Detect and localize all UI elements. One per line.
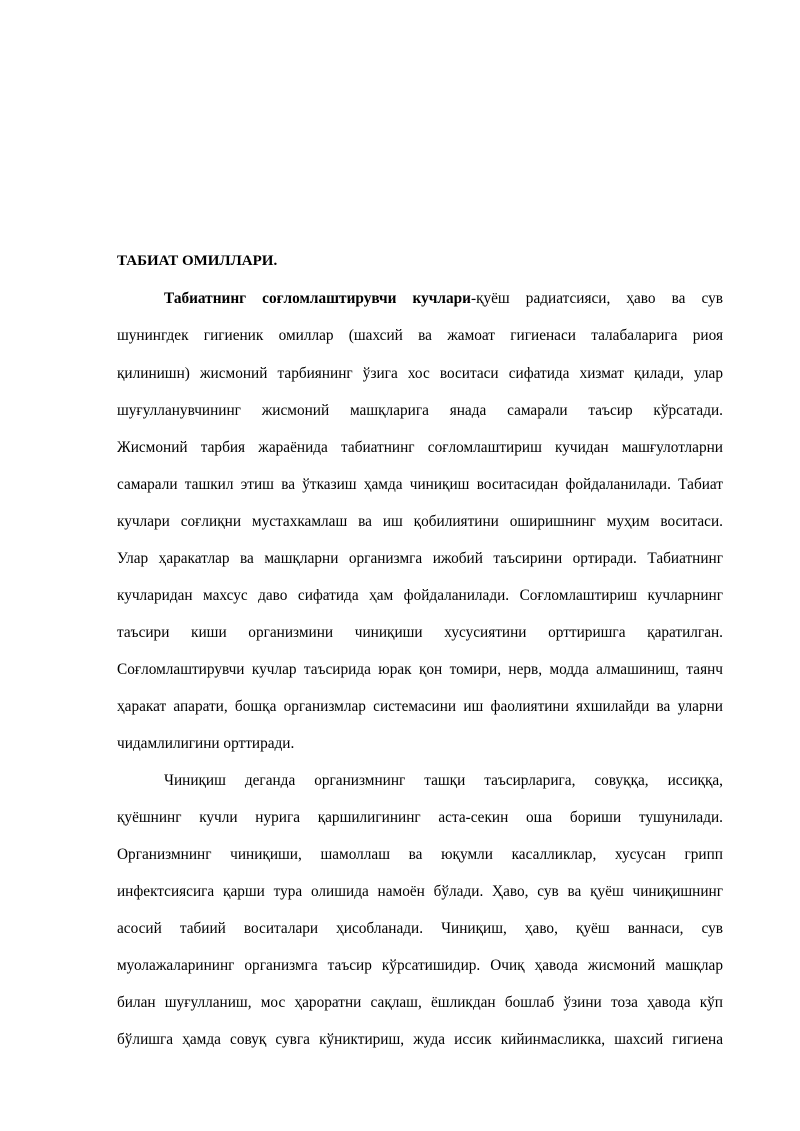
paragraph-2-line-4: инфектсиясига қарши тура олишида намоён бўлади. Ҳаво, сув ва қуёш чиниқишнинг (117, 883, 723, 900)
paragraph-2-line-2: қуёшнинг кучли нурига қаршилигининг аста-секин оша бориши тушунилади. (117, 809, 723, 826)
paragraph-text: -қуёш радиатсияси, ҳаво ва сув (470, 290, 723, 307)
paragraph-1-line-1 (164, 289, 723, 308)
paragraph-2-line-1: Чиниқиш деганда организмнинг ташқи таъсирларига, совуққа, иссиққа, (164, 772, 723, 789)
paragraph-1-line-11: Соғломлаштирувчи кучлар таъсирида юрак қон томири, нерв, модда алмашиниш, таянч (117, 661, 723, 678)
paragraph-1-line-6: самарали ташкил этиш ва ўтказиш ҳамда чиниқиш воситасидан фойдаланилади. Табиат (117, 476, 723, 493)
paragraph-1-line-5: Жисмоний тарбия жараёнида табиатнинг соғломлаштириш кучидан машғулотларни (117, 439, 723, 456)
paragraph-1-line-9: кучларидан махсус даво сифатида ҳам фойдаланилади. Соғломлаштириш кучларнинг (117, 587, 723, 604)
paragraph-1-line-3: қилинишн) жисмоний тарбиянинг ўзига хос воситаси сифатида хизмат қилади, улар (117, 365, 723, 382)
paragraph-2-line-5: асосий табиий воситалари ҳисобланади. Чиниқиш, ҳаво, қуёш ваннаси, сув (117, 920, 723, 937)
page-title: ТАБИАТ ОМИЛЛАРИ. (117, 253, 278, 269)
paragraph-1-line-13: чидамлилигини орттиради. (117, 735, 295, 752)
paragraph-1-line-2: шунингдек гигиеник омиллар (шахсий ва жамоат гигиенаси талабаларига риоя (117, 327, 723, 344)
paragraph-2-line-3: Организмнинг чиниқиши, шамоллаш ва юқумли касалликлар, хусусан грипп (117, 846, 723, 863)
paragraph-2-line-8: бўлишга ҳамда совуқ сувга кўниктириш, жуда иссик кийинмасликка, шахсий гигиена (117, 1031, 723, 1048)
paragraph-1-line-7: кучлари соғлиқни мустахкамлаш ва иш қобилиятини оширишнинг муҳим воситаси. (117, 513, 723, 530)
paragraph-2-line-6: муолажаларининг организмга таъсир кўрсатишидир. Очиқ ҳавода жисмоний машқлар (117, 957, 723, 974)
paragraph-2-line-7: билан шуғулланиш, мос ҳароратни сақлаш, ёшликдан бошлаб ўзини тоза ҳавода кўп (117, 994, 723, 1011)
bold-lead-text: Табиатнинг соғломлаштирувчи кучлари (164, 290, 471, 307)
paragraph-1-line-8: Улар ҳаракатлар ва машқларни организмга ижобий таъсирини ортиради. Табиатнинг (117, 550, 723, 567)
paragraph-1-line-4: шуғулланувчининг жисмоний машқларига янада самарали таъсир кўрсатади. (117, 402, 723, 419)
paragraph-1-line-12: ҳаракат апарати, бошқа организмлар системасини иш фаолиятини яхшилайди ва уларни (117, 698, 723, 715)
paragraph-1-line-10: таъсири киши организмини чиниқиши хусусиятини орттиришга қаратилган. (117, 624, 723, 641)
